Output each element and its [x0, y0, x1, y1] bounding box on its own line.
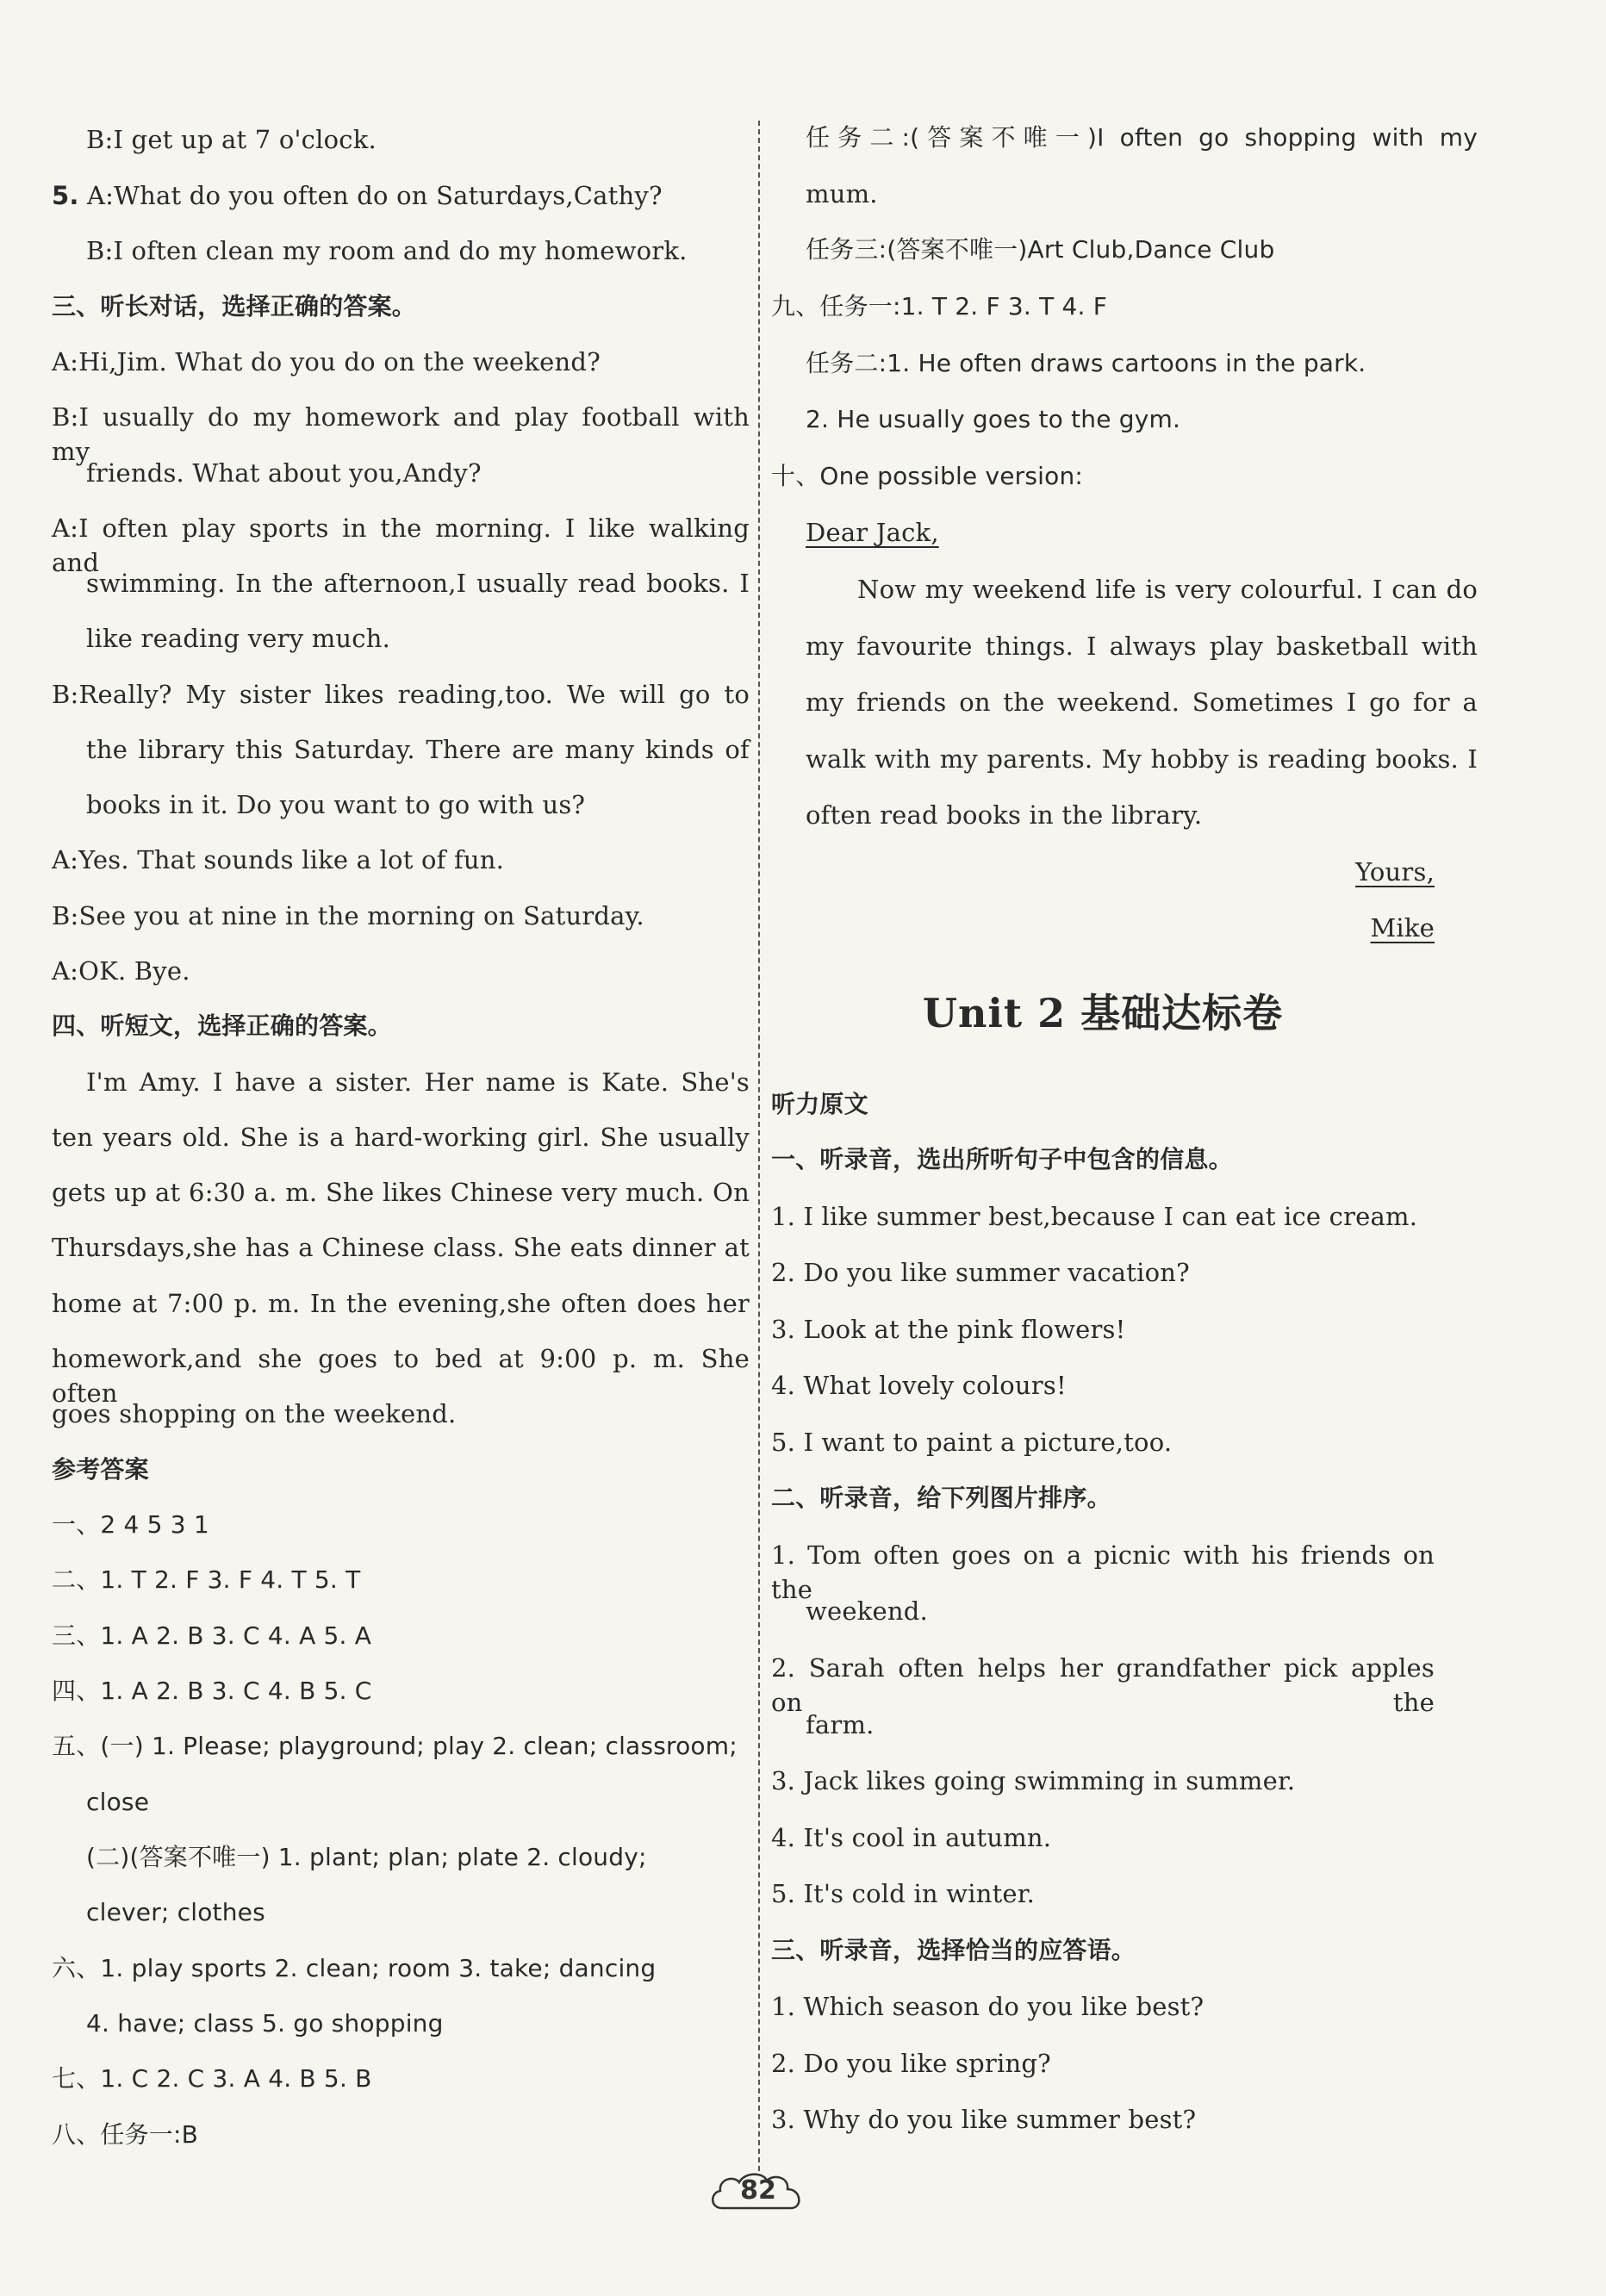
sentence-line: 3. Jack likes going swimming in summer. — [771, 1766, 1296, 1795]
dialogue-line: like reading very much. — [86, 624, 391, 653]
answer-line: 五、(一) 1. Please; playground; play 2. clean; classroom; — [52, 1732, 738, 1760]
sentence-line: 4. It's cool in autumn. — [771, 1823, 1052, 1852]
dialogue-line: B:I usually do my homework and play football with my — [52, 402, 750, 466]
sentence-line: 3. Look at the pink flowers! — [771, 1315, 1126, 1344]
dialogue-line: the library this Saturday. There are many kinds of — [86, 735, 750, 764]
answer-line: 2. He usually goes to the gym. — [806, 405, 1181, 433]
page-number-badge — [707, 2167, 810, 2218]
sentence-line: 5. It's cold in winter. — [771, 1879, 1036, 1908]
text-line: B:I often clean my room and do my homework. — [86, 236, 688, 265]
sentence-line: 1. Tom often goes on a picnic with his friends on the — [771, 1540, 1435, 1604]
answer-line: 四、1. A 2. B 3. C 4. B 5. C — [52, 1677, 372, 1705]
essay-line: often read books in the library. — [806, 800, 1203, 830]
listening-title: 听力原文 — [771, 1090, 868, 1118]
section-heading: 二、听录音，给下列图片排序。 — [771, 1484, 1111, 1512]
sentence-line: 1. Which season do you like best? — [771, 1992, 1204, 2021]
dialogue-line: A:Hi,Jim. What do you do on the weekend? — [52, 347, 601, 376]
sentence-line: 2. Sarah often helps her grandfather pick apples on the — [771, 1653, 1435, 1717]
essay-line: walk with my parents. My hobby is reading books. I — [806, 744, 1478, 774]
answer-line: 三、1. A 2. B 3. C 4. A 5. A — [52, 1621, 372, 1650]
answer-line: 二、1. T 2. F 3. F 4. T 5. T — [52, 1565, 361, 1594]
dialogue-line: B:Really? My sister likes reading,too. We will go to — [52, 680, 750, 709]
answer-line: 任务二:(答案不唯一)I often go shopping with my — [806, 123, 1478, 152]
answer-line: (二)(答案不唯一) 1. plant; plan; plate 2. cloudy; — [86, 1843, 647, 1871]
essay-line: my friends on the weekend. Sometimes I go for a — [806, 688, 1478, 717]
passage-line: goes shopping on the weekend. — [52, 1399, 457, 1428]
sentence-line: 2. Do you like summer vacation? — [771, 1258, 1190, 1287]
section-heading: 三、听长对话，选择正确的答案。 — [52, 292, 417, 320]
sentence-line: 5. I want to paint a picture,too. — [771, 1428, 1173, 1457]
answer-line: close — [86, 1788, 150, 1816]
section-heading: 一、听录音，选出所听句子中包含的信息。 — [771, 1145, 1233, 1173]
sentence-line: weekend. — [806, 1596, 928, 1626]
dialogue-line: A:I often play sports in the morning. I like walking and — [52, 513, 750, 577]
letter-greeting: Dear Jack, — [806, 518, 939, 547]
passage-line: ten years old. She is a hard-working girl. She usually — [52, 1123, 750, 1152]
answer-line: 六、1. play sports 2. clean; room 3. take; dancing — [52, 1954, 657, 1982]
passage-line: homework,and she goes to bed at 9:00 p. m. She often — [52, 1344, 750, 1408]
dialogue-line: B:See you at nine in the morning on Saturday. — [52, 901, 644, 930]
answer-key-title: 参考答案 — [52, 1455, 149, 1484]
sentence-line: farm. — [806, 1710, 875, 1739]
dialogue-line: books in it. Do you want to go with us? — [86, 790, 586, 819]
section-heading: 三、听录音，选择恰当的应答语。 — [771, 1936, 1136, 1964]
dialogue-line: A:Yes. That sounds like a lot of fun. — [52, 845, 505, 874]
essay-line: my favourite things. I always play basketball with — [806, 632, 1478, 661]
answer-line: 任务二:1. He often draws cartoons in the park. — [806, 349, 1366, 377]
answer-line: 一、2 4 5 3 1 — [52, 1510, 209, 1539]
passage-line: Thursdays,she has a Chinese class. She eats dinner at — [52, 1233, 750, 1262]
sentence-line: 2. Do you like spring? — [771, 2049, 1051, 2078]
sentence-line: 3. Why do you like summer best? — [771, 2105, 1197, 2134]
dialogue-line: friends. What about you,Andy? — [86, 458, 482, 488]
answer-line: 任务三:(答案不唯一)Art Club,Dance Club — [806, 235, 1275, 264]
answer-line: 九、任务一:1. T 2. F 3. T 4. F — [771, 292, 1108, 320]
answer-line: 八、任务一:B — [52, 2120, 199, 2149]
section-heading: 四、听短文，选择正确的答案。 — [52, 1011, 392, 1040]
unit-title: Unit 2 基础达标卷 — [922, 990, 1284, 1036]
answer-line: 十、One possible version: — [771, 462, 1084, 490]
text-line: 5. A:What do you often do on Saturdays,Cathy? — [52, 181, 663, 210]
column-divider — [758, 121, 760, 2171]
answer-line: clever; clothes — [86, 1898, 265, 1926]
letter-closing: Yours, — [1355, 857, 1435, 887]
text-line: B:I get up at 7 o'clock. — [86, 125, 377, 154]
sentence-line: 1. I like summer best,because I can eat ice cream. — [771, 1202, 1418, 1231]
essay-line: Now my weekend life is very colourful. I can do — [857, 575, 1478, 604]
dialogue-line: A:OK. Bye. — [52, 956, 190, 986]
letter-signature: Mike — [1370, 913, 1435, 943]
answer-line: 七、1. C 2. C 3. A 4. B 5. B — [52, 2064, 372, 2093]
answer-line: 4. have; class 5. go shopping — [86, 2009, 444, 2038]
passage-line: gets up at 6:30 a. m. She likes Chinese very much. On — [52, 1178, 750, 1207]
sentence-line: 4. What lovely colours! — [771, 1371, 1067, 1400]
dialogue-line: swimming. In the afternoon,I usually read books. I — [86, 569, 750, 598]
answer-line: mum. — [806, 179, 878, 208]
passage-line: I'm Amy. I have a sister. Her name is Kate. She's — [86, 1067, 750, 1097]
page-number: 82 — [740, 2175, 776, 2206]
passage-line: home at 7:00 p. m. In the evening,she often does her — [52, 1289, 750, 1318]
